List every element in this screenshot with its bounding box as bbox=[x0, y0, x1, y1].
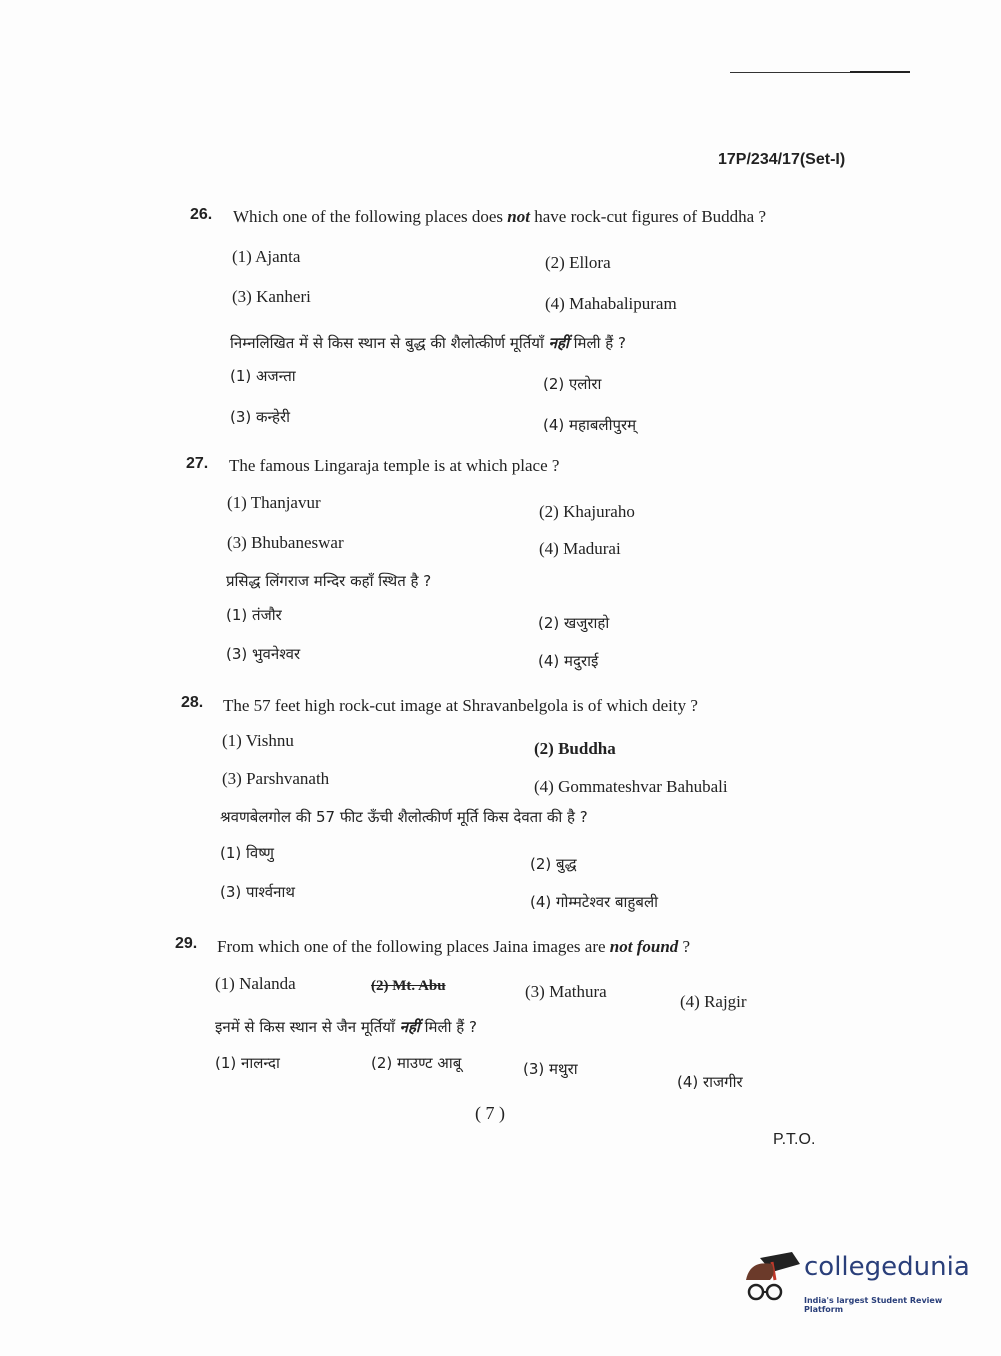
option-hindi: (3) मथुरा bbox=[523, 1060, 578, 1078]
question-text-hindi bbox=[215, 1017, 477, 1037]
collegedunia-watermark bbox=[742, 1250, 972, 1312]
option-hindi: (3) पार्श्वनाथ bbox=[220, 883, 295, 901]
question-number: 29. bbox=[175, 935, 198, 952]
question-text-hindi: प्रसिद्ध लिंगराज मन्दिर कहाँ स्थित है ? bbox=[226, 572, 432, 590]
option-hindi: (1) अजन्ता bbox=[230, 367, 296, 385]
option-hindi: (4) राजगीर bbox=[677, 1073, 743, 1091]
option: (4) Gommateshvar Bahubali bbox=[534, 777, 728, 796]
question-text-hindi: श्रवणबेलगोल की 57 फीट ऊँची शैलोत्कीर्ण मूर्ति किस देवता की है ? bbox=[220, 808, 588, 826]
option-hindi: (4) मदुराई bbox=[538, 652, 599, 670]
mascot-icon bbox=[742, 1250, 802, 1312]
paper-code: 17P/234/17(Set-I) bbox=[718, 151, 846, 168]
emphasis: नहीं bbox=[548, 334, 569, 352]
text: Which one of the following places does bbox=[233, 207, 508, 226]
brand-name: collegedunia bbox=[804, 1252, 970, 1282]
question-number: 27. bbox=[186, 455, 209, 472]
option-hindi: (1) विष्णु bbox=[220, 844, 274, 862]
emphasis: नहीं bbox=[399, 1018, 420, 1036]
page-number: ( 7 ) bbox=[475, 1103, 505, 1123]
option-hindi: (2) माउण्ट आबू bbox=[371, 1054, 462, 1072]
option: (4) Rajgir bbox=[680, 992, 747, 1011]
emphasis: not bbox=[507, 207, 530, 226]
text: मिली हैं ? bbox=[419, 1018, 477, 1036]
text: इनमें से किस स्थान से जैन मूर्तियाँ bbox=[215, 1018, 400, 1036]
question-text bbox=[217, 937, 690, 957]
option: (1) Ajanta bbox=[232, 247, 301, 266]
option-hindi: (2) बुद्ध bbox=[530, 855, 577, 873]
option-hindi: (3) कन्हेरी bbox=[230, 408, 291, 426]
question-text bbox=[233, 207, 766, 227]
option: (4) Madurai bbox=[539, 539, 621, 558]
question-number: 28. bbox=[181, 694, 204, 711]
emphasis: not found bbox=[609, 937, 679, 956]
option: (3) Parshvanath bbox=[222, 769, 330, 788]
question-text-hindi bbox=[230, 333, 626, 353]
option: (1) Vishnu bbox=[222, 731, 294, 750]
question-text: The 57 feet high rock-cut image at Shravanbelgola is of which deity ? bbox=[223, 696, 698, 715]
option: (2) Ellora bbox=[545, 253, 611, 272]
option: (1) Nalanda bbox=[215, 974, 296, 993]
option-hindi: (2) खजुराहो bbox=[538, 614, 610, 632]
text: मिली हैं ? bbox=[568, 334, 627, 352]
text: have rock-cut figures of Buddha ? bbox=[529, 207, 767, 226]
text: निम्नलिखित में से किस स्थान से बुद्ध की शैलोत्कीर्ण मूर्तियाँ bbox=[230, 334, 549, 352]
text: From which one of the following places Jaina images are bbox=[217, 937, 610, 956]
option-hindi: (1) तंजौर bbox=[226, 606, 282, 624]
option: (1) Thanjavur bbox=[227, 493, 321, 512]
option-struck: (2) Mt. Abu bbox=[371, 978, 446, 994]
option-hindi: (1) नालन्दा bbox=[215, 1054, 280, 1072]
option: (2) Khajuraho bbox=[539, 502, 635, 521]
top-rule-thick bbox=[850, 71, 910, 73]
pto-label: P.T.O. bbox=[773, 1131, 816, 1148]
option: (2) Buddha bbox=[534, 739, 616, 758]
option-hindi: (2) एलोरा bbox=[543, 375, 602, 393]
option-hindi: (4) महाबलीपुरम् bbox=[543, 416, 637, 434]
option: (3) Mathura bbox=[525, 982, 607, 1001]
option: (3) Bhubaneswar bbox=[227, 533, 344, 552]
question-number: 26. bbox=[190, 206, 213, 223]
option-hindi: (3) भुवनेश्वर bbox=[226, 645, 301, 663]
option-hindi: (4) गोम्मटेश्वर बाहुबली bbox=[530, 893, 659, 911]
text: ? bbox=[678, 937, 691, 956]
brand-tagline: India's largest Student Review Platform bbox=[804, 1296, 943, 1314]
option: (4) Mahabalipuram bbox=[545, 294, 677, 313]
option: (3) Kanheri bbox=[232, 287, 311, 306]
question-text: The famous Lingaraja temple is at which place ? bbox=[229, 456, 560, 475]
